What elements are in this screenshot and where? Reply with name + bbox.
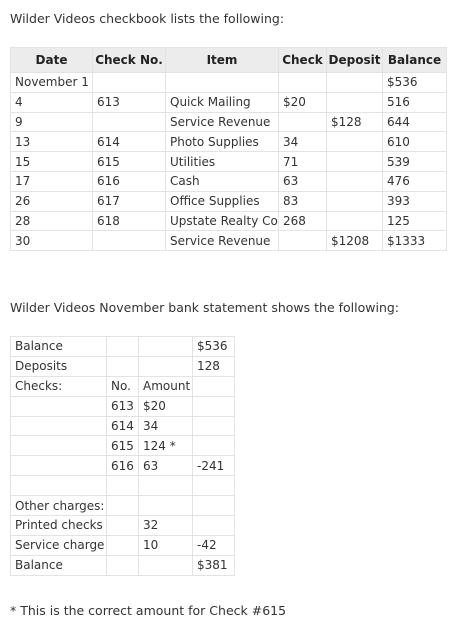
table-cell: November 1 [11, 73, 93, 93]
table-cell [107, 516, 139, 536]
table-cell: 17 [11, 171, 93, 191]
table-cell [279, 112, 327, 132]
table-cell: 34 [279, 132, 327, 152]
table-cell [107, 535, 139, 555]
table-cell [166, 73, 279, 93]
table-cell: Quick Mailing [166, 92, 279, 112]
table-cell: 614 [93, 132, 166, 152]
col-header-item: Item [166, 48, 279, 73]
table-cell: 13 [11, 132, 93, 152]
table-cell [139, 496, 193, 516]
table-cell: 125 [383, 211, 447, 231]
table-cell: 4 [11, 92, 93, 112]
table-cell [327, 152, 383, 172]
table-cell: 393 [383, 191, 447, 211]
table-cell: 30 [11, 231, 93, 251]
table-cell: Service charge [11, 535, 107, 555]
table-cell: $536 [193, 337, 235, 357]
table-cell [193, 436, 235, 456]
table-cell: Office Supplies [166, 191, 279, 211]
bank-statement-row [11, 535, 235, 555]
table-cell [193, 516, 235, 536]
table-cell: Amount [139, 376, 193, 396]
table-cell: $1208 [327, 231, 383, 251]
table-cell: 9 [11, 112, 93, 132]
table-cell: $20 [279, 92, 327, 112]
table-cell: Balance [11, 555, 107, 575]
table-cell [93, 73, 166, 93]
table-cell [93, 231, 166, 251]
table-cell: Service Revenue [166, 112, 279, 132]
table-cell [193, 416, 235, 436]
table-cell: Balance [11, 337, 107, 357]
table-cell: $128 [327, 112, 383, 132]
checkbook-row [11, 171, 447, 191]
table-cell [139, 555, 193, 575]
table-cell: Cash [166, 171, 279, 191]
table-cell: Other charges: [11, 496, 107, 516]
checkbook-intro: Wilder Videos checkbook lists the following: [10, 11, 285, 26]
table-cell: 63 [139, 456, 193, 476]
table-cell: 516 [383, 92, 447, 112]
table-cell: 617 [93, 191, 166, 211]
table-cell: 476 [383, 171, 447, 191]
bank-statement-row [11, 416, 235, 436]
table-cell [11, 436, 107, 456]
table-cell [139, 356, 193, 376]
table-cell: 268 [279, 211, 327, 231]
col-header-balance: Balance [383, 48, 447, 73]
table-cell: 613 [93, 92, 166, 112]
table-cell: $20 [139, 396, 193, 416]
table-cell: 15 [11, 152, 93, 172]
table-cell: 644 [383, 112, 447, 132]
bank-statement-row [11, 396, 235, 416]
table-cell [279, 73, 327, 93]
table-cell [193, 476, 235, 496]
table-cell: Checks: [11, 376, 107, 396]
table-cell [193, 376, 235, 396]
checkbook-row [11, 92, 447, 112]
table-cell [327, 92, 383, 112]
table-cell: 32 [139, 516, 193, 536]
bank-statement-intro: Wilder Videos November bank statement shows the following: [10, 300, 400, 315]
table-cell: 616 [93, 171, 166, 191]
table-cell: Service Revenue [166, 231, 279, 251]
table-cell [107, 337, 139, 357]
table-cell: $1333 [383, 231, 447, 251]
table-cell [193, 396, 235, 416]
table-cell [327, 73, 383, 93]
table-cell: 26 [11, 191, 93, 211]
bank-statement-row [11, 516, 235, 536]
col-header-date: Date [11, 48, 93, 73]
bank-statement-row [11, 456, 235, 476]
checkbook-row [11, 191, 447, 211]
table-cell [139, 337, 193, 357]
checkbook-table [10, 47, 447, 251]
table-cell [11, 396, 107, 416]
table-cell: $536 [383, 73, 447, 93]
table-cell: 615 [93, 152, 166, 172]
checkbook-row [11, 112, 447, 132]
checkbook-row [11, 152, 447, 172]
bank-statement-row [11, 356, 235, 376]
table-cell: 618 [93, 211, 166, 231]
bank-statement-row [11, 476, 235, 496]
table-cell: 124 * [139, 436, 193, 456]
table-cell: 610 [383, 132, 447, 152]
bank-statement-row [11, 496, 235, 516]
table-cell [327, 211, 383, 231]
table-cell: 10 [139, 535, 193, 555]
table-cell [327, 132, 383, 152]
col-header-check: Check [279, 48, 327, 73]
table-cell [327, 171, 383, 191]
table-cell: 71 [279, 152, 327, 172]
table-cell: Printed checks [11, 516, 107, 536]
bank-statement-row [11, 436, 235, 456]
table-cell [11, 456, 107, 476]
table-cell: 83 [279, 191, 327, 211]
table-cell: -42 [193, 535, 235, 555]
table-cell: Deposits [11, 356, 107, 376]
table-cell [93, 112, 166, 132]
table-cell: 614 [107, 416, 139, 436]
col-header-check-no: Check No. [93, 48, 166, 73]
table-cell [279, 231, 327, 251]
checkbook-row [11, 73, 447, 93]
col-header-deposit: Deposit [327, 48, 383, 73]
table-cell: 539 [383, 152, 447, 172]
table-cell: 613 [107, 396, 139, 416]
table-cell: Upstate Realty Co [166, 211, 279, 231]
table-cell [107, 476, 139, 496]
table-cell: $381 [193, 555, 235, 575]
table-cell [11, 416, 107, 436]
bank-statement-table [10, 336, 235, 576]
bank-statement-row [11, 555, 235, 575]
table-cell [107, 356, 139, 376]
table-cell: 63 [279, 171, 327, 191]
table-cell: 34 [139, 416, 193, 436]
checkbook-header-row [11, 48, 447, 73]
table-cell [193, 496, 235, 516]
table-cell [139, 476, 193, 496]
checkbook-row [11, 231, 447, 251]
table-cell: 128 [193, 356, 235, 376]
checkbook-row [11, 211, 447, 231]
footnote: * This is the correct amount for Check #615 [10, 603, 287, 618]
table-cell [107, 555, 139, 575]
table-cell [11, 476, 107, 496]
bank-statement-row [11, 376, 235, 396]
table-cell: 615 [107, 436, 139, 456]
table-cell: No. [107, 376, 139, 396]
table-cell: -241 [193, 456, 235, 476]
table-cell: 616 [107, 456, 139, 476]
bank-statement-row [11, 337, 235, 357]
table-cell [107, 496, 139, 516]
table-cell: Photo Supplies [166, 132, 279, 152]
checkbook-row [11, 132, 447, 152]
table-cell: Utilities [166, 152, 279, 172]
table-cell [327, 191, 383, 211]
table-cell: 28 [11, 211, 93, 231]
